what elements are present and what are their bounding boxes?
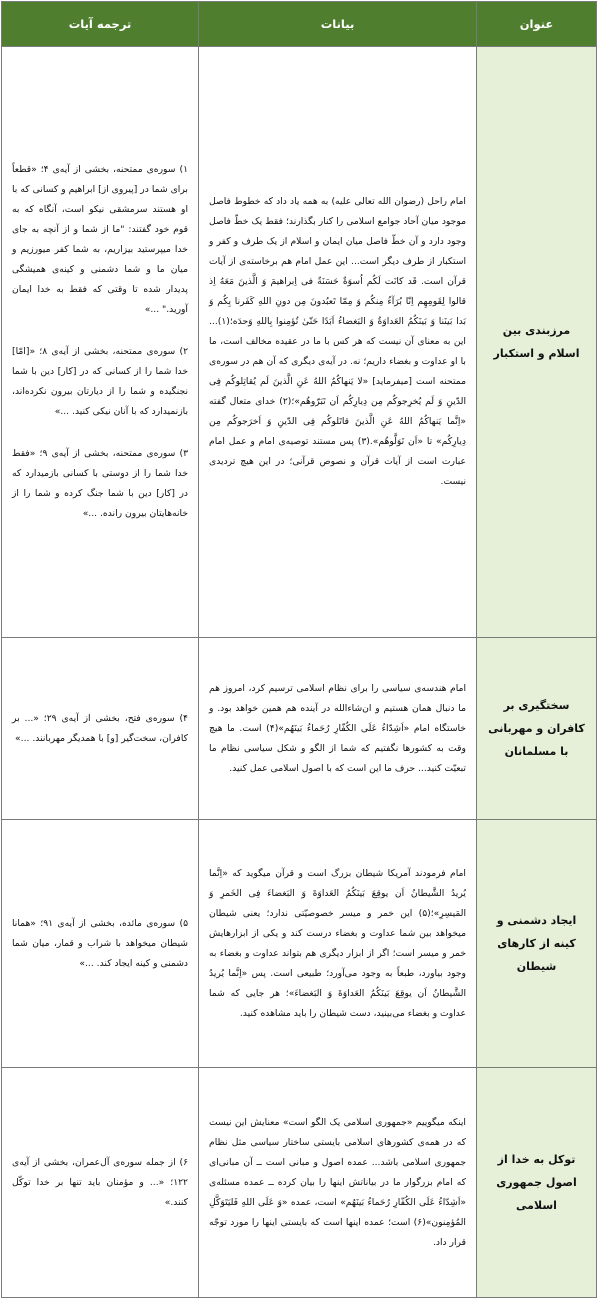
verse-note: ۱) سوره‌ی ممتحنه، بخشی از آیه‌ی ۴؛ «قطعاً برای شما در [پیروی از] ابراهیم و کسانی که با او هستند سرمشقی نیکو است، آنگاه که به قوم خود گفتند: "ما از شما و از آنچه به جای خدا میپرستید بیزاریم، به شما کفر میورزیم و میان ما و شما دشمنی و کینه‌ی همیشگی پدیدار شده تا وقتی که فقط به خدا ایمان آورید." ...» — [12, 164, 188, 315]
row-verses — [2, 47, 199, 638]
verse-note: ۲) سوره‌ی ممتحنه، بخشی از آیه‌ی ۸؛ «[امّا] خدا شما را از کسانی که در [کار] دین با شما نجنگیده و شما را از دیارتان بیرون نکرده‌اند، بازنمیدارد که با آنان نیکی کنید. ...» — [12, 346, 188, 417]
row-title: مرزبندی بین اسلام و استکبار — [477, 47, 597, 638]
row-title: ایجاد دشمنی و کینه از کارهای شیطان — [477, 820, 597, 1068]
row-statement — [199, 820, 477, 1068]
statement-text: امام فرمودند آمریکا شیطان بزرگ است و قرآن میگوید که «اِنَّما یُریدُ الشَّیطانُ اَن یوقِعَ بَینَکُمُ العَداوَةَ وَ البَغضاءَ فِی الخَمرِ وَ المَیسِرِ»؛(۵) این خمر و میسر خصوصیّتی ندارد؛ یعنی شیطان میخواهد بین شما عداوت و بغضاء درست کند و یکی از ابزارهایش خمر و میسر است؛ اگر از ابزار دیگری هم بتواند عداوت و بغضاء به وجود بیاورد، طبعاً به وجود می‌آورد؛ طبیعی است. پس «اِنَّما یُریدُ الشَّیطانُ اَن یوقِعَ بَینَکُمُ العَداوَةَ وَ البَغضاءَ»؛ هر جایی که شما عداوت و بغضاء می‌بینید، دست شیطان را باید مشاهده کنید. — [209, 867, 466, 1019]
row-statement — [199, 1068, 477, 1298]
verse-note: ۶) از جمله سوره‌ی آل‌عمران، بخشی از آیه‌ی ۱۲۲؛ «... و مؤمنان باید تنها بر خدا توکّل کنند.» — [12, 1156, 188, 1208]
table-row — [2, 1068, 597, 1298]
table-header — [2, 2, 597, 47]
row-verses — [2, 820, 199, 1068]
header-statements: بیانات — [199, 2, 477, 47]
table-row — [2, 47, 597, 638]
row-verses — [2, 1068, 199, 1298]
table-row — [2, 820, 597, 1068]
statement-text: امام راحل (رضوان الله تعالی علیه) به همه یاد داد که خطوط فاصل موجود میان آحاد جوامع اسلامی را کنار بگذارند؛ فقط یک خطّ فاصل وجود دارد و آن خطّ فاصل میان ایمان و اسلام از یک طرف و کفر و استکبار از طرف دیگر است... این عمل امام هم برخاسته‌ی از آیات قرآن است. قَد کانَت لَکُم اُسوَةٌ حَسَنَةٌ فی اِبراهیمَ وَ الَّذینَ مَعَهُ اِذ قالوا لِقَومِهِم اِنّا بُرَآءُ مِنکُم وَ مِمّا تَعبُدونَ مِن دونِ اللهِ کَفَرنا بِکُم وَ بَدا بَینَنا وَ بَینَکُمُ العَداوَةُ وَ البَغضاءُ اَبَدًا حَتّىٰ تُؤمِنوا بِاللهِ وَحدَه؛(۱)... این به معنای آن نیست که هر کس با ما در عقیده مخالف است، ما با او عداوت و بغضاء داریم؛ نه. در آیه‌ی دیگری که آن هم در سوره‌ی ممتحنه است [میفرماید] «لا یَنهاکُمُ اللهُ عَنِ الَّذینَ لَم یُقاتِلوکُم فِی الدّینِ وَ لَم یُخرِجوکُم مِن دِیارِکُم اَن تَبَرّوهُم»؛(۲) خدای متعال گفته «اِنَّما یَنهاکُمُ اللهُ عَنِ الَّذینَ قاتَلوکُم فِی الدّینِ وَ اَخرَجوکُم مِن دِیارِکُم» تا «اَن تَوَلَّوهُم».(۳) پس مستند توصیه‌ی امام و عمل امام عبارت است از آیات قرآن و نصوص قرآنی؛ در این هیچ تردیدی نیست. — [209, 196, 467, 487]
statement-text: اینکه میگوییم «جمهوری اسلامی یک الگو است» معنایش این نیست که در همه‌ی کشورهای اسلامی بایستی ساختار سیاسی مثل نظام جمهوری اسلامی باشد... عمده اصول و مبانی است ــ آن مبانی‌ای که امام بزرگوار ما در بیاناتش اینها را بیان کرده ــ عمده مسئله‌ی «اَشِدّاءُ عَلَی الکُفّارِ رُحَماءُ بَینَهُم» است، عمده «وَ عَلَی اللهِ فَلیَتَوَکَّلِ المُؤمِنون»(۶) است؛ عمده اینها است که بایستی اینها را مورد توجّه قرار داد. — [209, 1116, 466, 1248]
row-title: سختگیری بر کافران و مهربانی با مسلمانان — [477, 638, 597, 820]
header-title: عنوان — [477, 2, 597, 47]
row-statement — [199, 638, 477, 820]
row-statement — [199, 47, 477, 638]
row-title: توکل به خدا از اصول جمهوری اسلامی — [477, 1068, 597, 1298]
verse-note: ۵) سوره‌ی مائده، بخشی از آیه‌ی ۹۱؛ «همانا شیطان میخواهد با شراب و قمار، میان شما دشمنی و کینه ایجاد کند. ...» — [12, 917, 188, 969]
verse-note: ۴) سوره‌ی فتح، بخشی از آیه‌ی ۲۹؛ «... بر کافران، سخت‌گیر [و] با همدیگر مهربانند. ...» — [12, 712, 188, 744]
row-verses — [2, 638, 199, 820]
header-verses: ترجمه آیات — [2, 2, 199, 47]
statement-text: امام هندسه‌ی سیاسی را برای نظام اسلامی ترسیم کرد، امروز هم ما دنبال همان هستیم و ان‌شاءالله در آینده هم همین خواهد بود. و خاستگاه امام «اَشِدّاءُ عَلَی الکُفّارِ رُحَماءُ بَینَهُم»(۴) است. ما هیچ وقت به کشورها نگفتیم که شما از الگو و شکل سیاسی نظام ما تبعیّت کنید... حرف ما این است که با اصول اسلامی عمل کنید. — [209, 682, 466, 774]
verse-note: ۳) سوره‌ی ممتحنه، بخشی از آیه‌ی ۹؛ «فقط خدا شما را از دوستی با کسانی بازمیدارد که در [کار] دین با شما جنگ کرده و شما را از خانه‌هایتان بیرون رانده. ...» — [12, 448, 188, 519]
table-row — [2, 638, 597, 820]
content-table — [1, 1, 597, 1298]
